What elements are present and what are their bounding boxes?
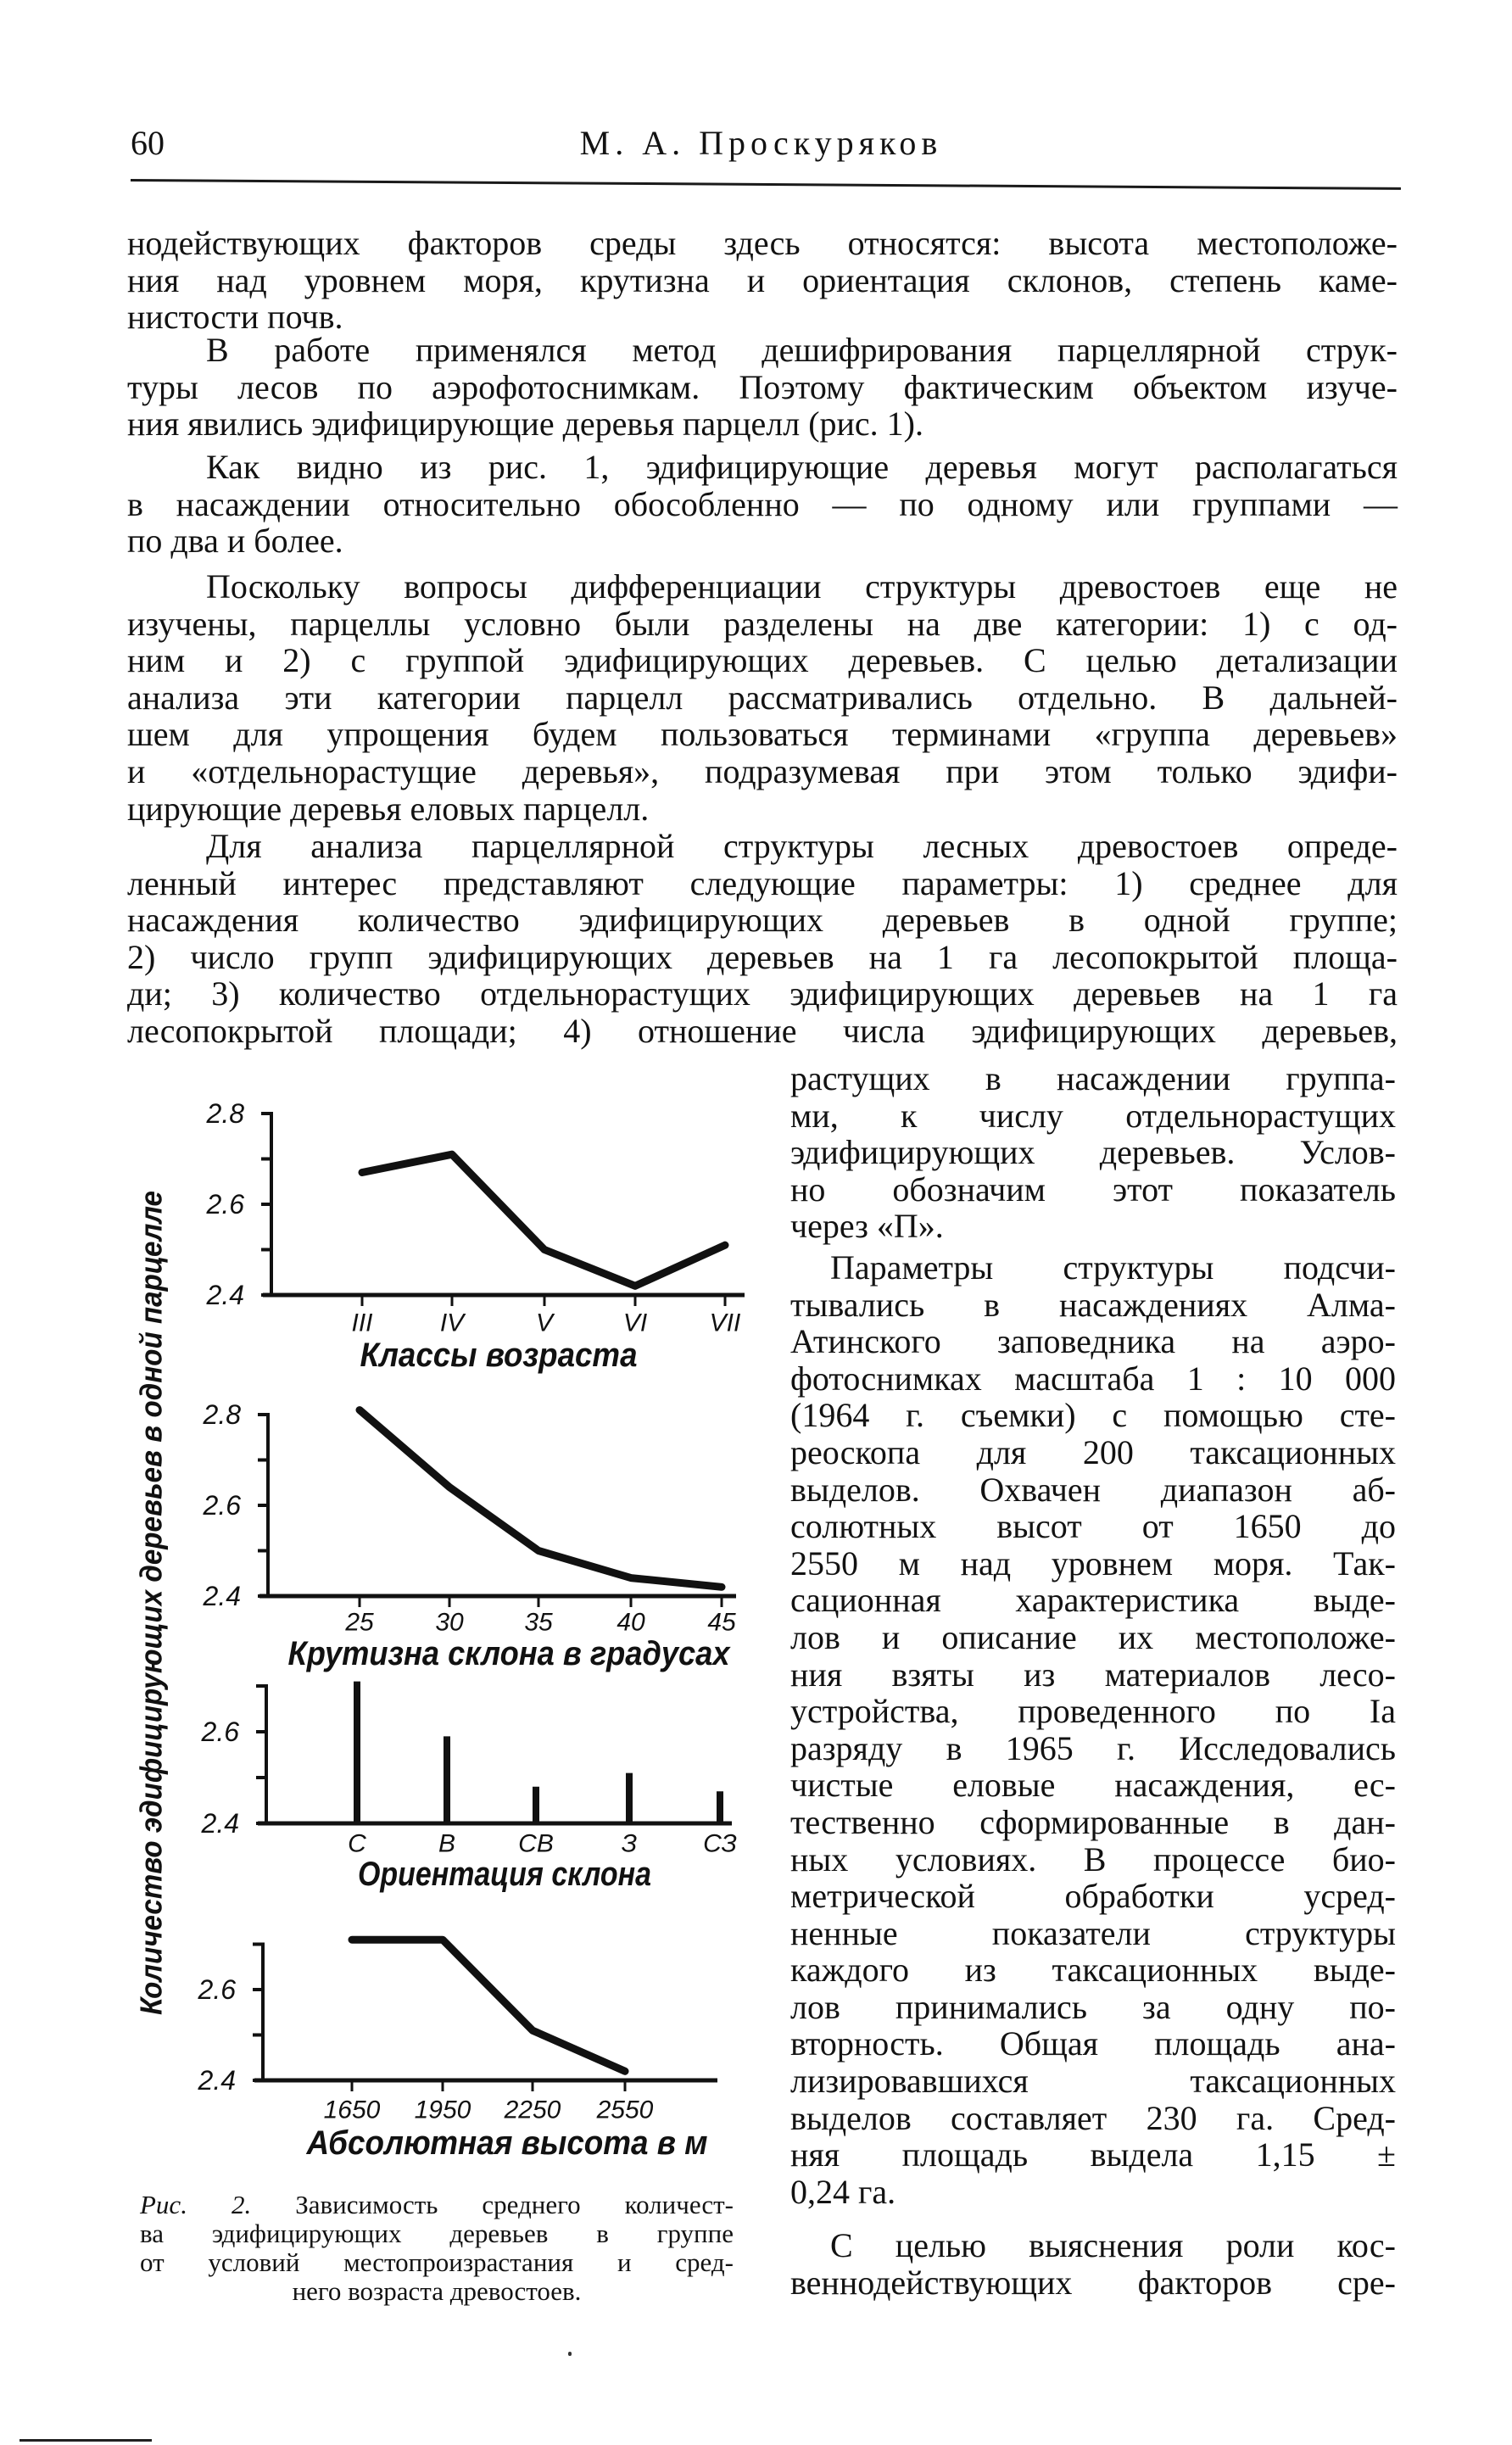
caption-line: от условий местопроизрастания и сред- xyxy=(140,2247,734,2277)
x-tick-label: III xyxy=(351,1309,373,1337)
text-line: Параметры структуры подсчи- xyxy=(830,1248,1396,1287)
data-point xyxy=(356,1407,363,1414)
page-number: 60 xyxy=(131,124,165,162)
data-point xyxy=(535,1548,542,1555)
text-line: лесопокрытой площади; 4) отношение числа эдифицирующих деревьев, xyxy=(127,1011,1398,1050)
x-tick-label: 40 xyxy=(617,1608,645,1637)
text-line: метрической обработки усред- xyxy=(790,1877,1396,1916)
figure-caption xyxy=(140,2191,734,2306)
x-tick-label: IV xyxy=(439,1309,465,1337)
y-tick-label: 2.6 xyxy=(203,1490,241,1521)
text-line: выделов. Охвачен диапазон аб- xyxy=(790,1470,1396,1509)
x-tick-label: 25 xyxy=(345,1608,374,1637)
data-point xyxy=(622,2068,628,2074)
data-point xyxy=(439,1936,446,1943)
text-line: веннодействующих факторов сре- xyxy=(790,2263,1396,2302)
paragraph-study-area xyxy=(790,1249,1396,2210)
text-line: в насаждении относительно обособленно — по одному или группами — xyxy=(127,484,1398,523)
text-line: туры лесов по аэрофотоснимкам. Поэтому фактическим объектом изуче- xyxy=(127,367,1398,406)
text-line: лизировавшихся таксационных xyxy=(790,2062,1396,2101)
text-line: шем для упрощения будем пользоваться терминами «группа деревьев» xyxy=(127,715,1398,754)
text-line: ди; 3) количество отдельнорастущих эдифицирующих деревьев на 1 га xyxy=(127,974,1398,1013)
text-line: реоскопа для 200 таксационных xyxy=(790,1432,1396,1471)
x-tick-label: СВ xyxy=(518,1829,554,1858)
text-line: ним и 2) с группой эдифицирующих деревьев. С целью детализации xyxy=(127,641,1398,680)
x-tick-label: V xyxy=(535,1309,554,1337)
data-line xyxy=(360,1410,722,1588)
y-tick-label: 2.8 xyxy=(206,1098,244,1129)
header-rule xyxy=(131,179,1401,190)
text-line: эдифицирующих деревьев. Услов- xyxy=(790,1133,1396,1172)
y-tick-label: 2.6 xyxy=(206,1189,244,1220)
text-line: Как видно из рис. 1, эдифицирующие деревья могут располагаться xyxy=(206,448,1398,486)
text-line: ленный интерес представляют следующие параметры: 1) среднее для xyxy=(127,863,1398,902)
figure-2 xyxy=(119,1086,780,2188)
scan-edge-line xyxy=(20,2439,152,2442)
x-axis-title: Классы возраста xyxy=(360,1337,638,1374)
data-point xyxy=(632,1282,639,1289)
scan-speck xyxy=(568,2352,572,2356)
text-line: через «П». xyxy=(790,1207,944,1246)
x-tick-label: 2550 xyxy=(596,2096,654,2124)
text-line: 0,24 га. xyxy=(790,2172,896,2211)
data-point xyxy=(359,1169,365,1176)
paragraph-categories xyxy=(127,568,1398,827)
x-tick-label: VII xyxy=(709,1309,741,1337)
data-point xyxy=(541,1247,548,1253)
paragraph-continued xyxy=(127,225,1398,336)
x-tick-label: VI xyxy=(622,1309,648,1337)
text-line: изучены, парцеллы условно были разделены на две категории: 1) с од- xyxy=(127,604,1398,643)
y-tick-label: 2.4 xyxy=(203,1581,241,1611)
text-line: вторность. Общая площадь ана- xyxy=(790,2024,1396,2063)
data-point xyxy=(446,1484,453,1491)
y-tick-label: 2.4 xyxy=(198,2065,236,2096)
shared-y-axis-label: Количество эдифицирующих деревьев в одной парцелле xyxy=(133,1119,169,2015)
data-line xyxy=(362,1154,725,1286)
y-tick-label: 2.6 xyxy=(198,1974,236,2005)
caption-line: ва эдифицирующих деревьев в группе xyxy=(140,2219,734,2248)
data-line xyxy=(352,1940,625,2071)
text-line: В работе применялся метод дешифрирования парцеллярной струк- xyxy=(206,331,1398,369)
x-tick-label: СЗ xyxy=(703,1829,737,1858)
paragraph-method xyxy=(127,332,1398,443)
x-tick-label: 45 xyxy=(707,1608,736,1637)
text-line: С целью выяснения роли кос- xyxy=(830,2226,1396,2264)
text-line: и «отдельнорастущие деревья», подразумевая при этом только эдифи- xyxy=(127,751,1398,790)
text-line: ненные показатели структуры xyxy=(790,1913,1396,1952)
text-line: Для анализа парцеллярной структуры лесных древостоев опреде- xyxy=(206,827,1398,865)
text-line: по два и более. xyxy=(127,522,343,561)
data-point xyxy=(349,1936,355,1943)
y-tick-label: 2.8 xyxy=(203,1399,241,1430)
paragraph-figure-1 xyxy=(127,449,1398,560)
text-line: ных условиях. В процессе био- xyxy=(790,1839,1396,1878)
x-axis-title: Крутизна склона в градусах xyxy=(287,1635,732,1672)
paragraph-parameters-start xyxy=(127,828,1398,1050)
caption-text: Зависимость среднего количест- xyxy=(295,2190,734,2219)
running-title: М. А. Проскуряков xyxy=(579,124,943,162)
text-line: Атинского заповедника на аэро- xyxy=(790,1322,1396,1361)
text-line: ми, к числу отдельнорастущих xyxy=(790,1096,1396,1135)
x-tick-label: 1650 xyxy=(323,2096,381,2124)
text-line: растущих в насаждении группа- xyxy=(790,1059,1396,1097)
text-line: Поскольку вопросы дифференциации структуры древостоев еще не xyxy=(206,567,1398,606)
text-line: тественно сформированные в дан- xyxy=(790,1802,1396,1841)
caption-line xyxy=(140,2191,734,2219)
caption-line: него возраста древостоев. xyxy=(292,2276,582,2306)
x-tick-label: В xyxy=(438,1829,456,1858)
text-line: тывались в насаждениях Алма- xyxy=(790,1285,1396,1324)
data-point xyxy=(718,1583,725,1590)
x-tick-label: С xyxy=(348,1829,366,1858)
caption-label: Рис. 2. xyxy=(140,2190,252,2219)
text-line: 2550 м над уровнем моря. Так- xyxy=(790,1543,1396,1583)
text-line: каждого из таксационных выде- xyxy=(790,1951,1396,1990)
text-line: но обозначим этот показатель xyxy=(790,1169,1396,1209)
x-axis-title: Ориентация склона xyxy=(358,1856,651,1893)
x-tick-label: 35 xyxy=(524,1608,553,1637)
text-line: разряду в 1965 г. Исследовались xyxy=(790,1728,1396,1767)
paragraph-parameters-end xyxy=(790,1060,1396,1245)
text-line: (1964 г. съемки) с помощью сте- xyxy=(790,1396,1396,1435)
text-line: насаждения количество эдифицирующих деревьев в одной группе; xyxy=(127,901,1398,940)
text-line: 2) число групп эдифицирующих деревьев на 1 га лесопокрытой площа- xyxy=(127,937,1398,976)
text-line: лов принимались за одну по- xyxy=(790,1987,1396,2026)
text-line: ния над уровнем моря, крутизна и ориентация склонов, степень каме- xyxy=(127,260,1398,299)
x-tick-label: 2250 xyxy=(504,2096,561,2124)
text-line: ния взяты из материалов лесо- xyxy=(790,1655,1396,1694)
y-tick-label: 2.4 xyxy=(201,1808,239,1839)
text-line: лов и описание их местоположе- xyxy=(790,1617,1396,1656)
data-point xyxy=(449,1151,455,1158)
text-line: няя площадь выдела 1,15 ± xyxy=(790,2135,1396,2174)
text-line: выделов составляет 230 га. Сред- xyxy=(790,2098,1396,2137)
text-line: ния явились эдифицирующие деревья парцелл (рис. 1). xyxy=(127,405,924,444)
chart-slope-steepness xyxy=(203,1399,736,1672)
text-line: устройства, проведенного по Iа xyxy=(790,1692,1396,1731)
text-line: цирующие деревья еловых парцелл. xyxy=(127,789,650,828)
text-line: солютных высот от 1650 до xyxy=(790,1507,1396,1546)
chart-altitude xyxy=(198,1936,717,2162)
chart-age-class xyxy=(206,1098,745,1374)
x-tick-label: 1950 xyxy=(414,2096,471,2124)
x-tick-label: З xyxy=(621,1829,638,1858)
paragraph-indirect-factors xyxy=(790,2227,1396,2301)
data-point xyxy=(722,1242,728,1248)
x-tick-label: 30 xyxy=(435,1608,464,1637)
text-line: нистости почв. xyxy=(127,298,343,337)
text-line: фотоснимках масштаба 1 : 10 000 xyxy=(790,1359,1396,1398)
text-line: нодействующих факторов среды здесь относятся: высота местоположе- xyxy=(127,224,1398,262)
x-axis-title: Абсолютная высота в м xyxy=(305,2124,708,2162)
text-line: сационная характеристика выде- xyxy=(790,1581,1396,1620)
y-tick-label: 2.4 xyxy=(206,1280,244,1310)
text-line: чистые еловые насаждения, ес- xyxy=(790,1766,1396,1805)
chart-slope-aspect xyxy=(201,1682,737,1893)
data-point xyxy=(628,1575,634,1582)
text-line: анализа эти категории парцелл рассматривались отдельно. В дальней- xyxy=(127,678,1398,717)
data-point xyxy=(529,2027,536,2034)
y-tick-label: 2.6 xyxy=(201,1717,239,1747)
